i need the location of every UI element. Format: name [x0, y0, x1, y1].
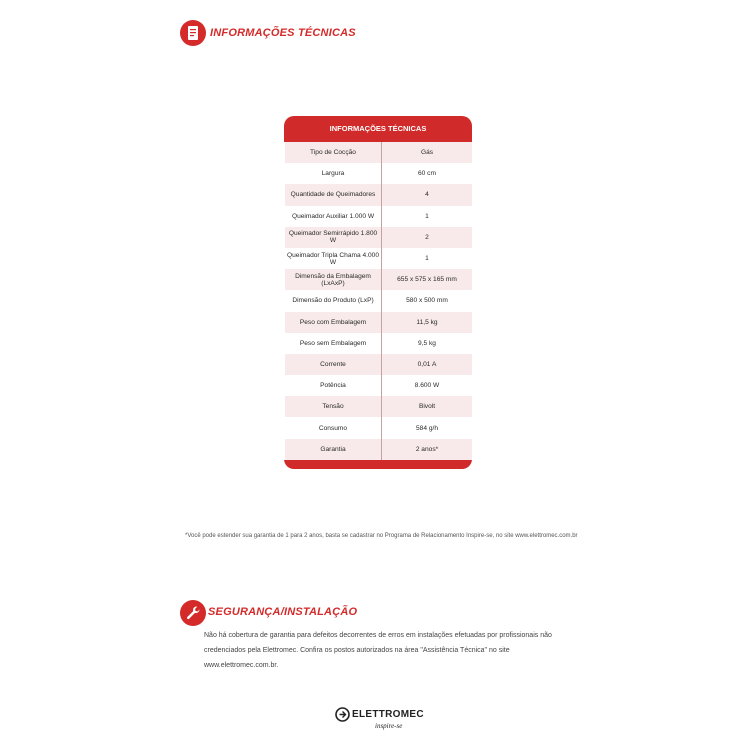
spec-label: Queimador Semirrápido 1.800 W	[285, 227, 382, 248]
table-row	[285, 163, 472, 184]
wrench-icon	[180, 600, 206, 626]
spec-label: Tipo de Cocção	[285, 142, 382, 163]
table-row	[285, 396, 472, 417]
spec-label: Peso com Embalagem	[285, 312, 382, 333]
spec-value: 11,5 kg	[416, 318, 438, 326]
table-row	[285, 269, 472, 290]
spec-value: 60 cm	[418, 170, 436, 178]
spec-value: 1	[425, 255, 429, 263]
safety-installation-text: Não há cobertura de garantia para defeitos decorrentes de erros em instalações efetuadas por profissionais não credenciados pela Elettromec. Confira os postos autorizados na área "Assistência Técnica" no site www.elettromec.com.br.	[204, 632, 552, 669]
spec-label: Garantia	[285, 439, 382, 460]
spec-label: Dimensão do Produto (LxP)	[285, 290, 382, 311]
table-footer	[284, 460, 472, 469]
table-row	[285, 417, 472, 438]
spec-label: Potência	[285, 375, 382, 396]
document-icon	[180, 20, 206, 46]
table-row	[285, 142, 472, 163]
spec-value: Gás	[420, 149, 434, 157]
spec-label: Corrente	[285, 354, 382, 375]
table-row	[285, 248, 472, 269]
brand-tagline: inspire-se	[375, 722, 403, 730]
spec-label: Quantidade de Queimadores	[285, 184, 382, 205]
spec-value: 4	[425, 191, 429, 199]
table-row	[285, 333, 472, 354]
table-row	[285, 290, 472, 311]
section-title-tech-info: INFORMAÇÕES TÉCNICAS	[210, 27, 356, 39]
brand-logo	[335, 705, 425, 735]
spec-label: Tensão	[285, 396, 382, 417]
table-row	[285, 206, 472, 227]
table-row	[285, 439, 472, 460]
table-row	[285, 184, 472, 205]
spec-value: 584 g/h	[416, 424, 438, 432]
spec-label: Dimensão da Embalagem (LxAxP)	[285, 269, 382, 290]
spec-label: Consumo	[285, 417, 382, 438]
spec-value: 9,5 kg	[418, 339, 436, 347]
spec-label: Peso sem Embalagem	[285, 333, 382, 354]
elettromec-logo-icon	[335, 707, 350, 722]
section-title-safety: SEGURANÇA/INSTALAÇÃO	[208, 606, 358, 618]
table-row	[285, 375, 472, 396]
table-row	[285, 354, 472, 375]
table-row	[285, 312, 472, 333]
spec-value: 2 anos*	[415, 445, 439, 453]
spec-value: 0,01 A	[417, 360, 437, 368]
spec-value: 1	[425, 212, 429, 220]
specifications-table	[284, 116, 472, 469]
spec-value: Bivolt	[418, 403, 436, 411]
brand-name: ELETTROMEC	[352, 709, 424, 720]
spec-value: 655 x 575 x 165 mm	[397, 276, 457, 284]
spec-label: Queimador Tripla Chama 4.000 W	[285, 248, 382, 269]
spec-label: Largura	[285, 163, 382, 184]
warranty-footnote: *Você pode estender sua garantia de 1 para 2 anos, basta se cadastrar no Programa de Relacionamento Inspire-se, no site www.elettromec.com.br	[185, 533, 578, 539]
table-row	[285, 227, 472, 248]
table-header: INFORMAÇÕES TÉCNICAS	[284, 116, 472, 142]
spec-value: 8.600 W	[414, 382, 440, 390]
spec-value: 2	[425, 233, 429, 241]
spec-label: Queimador Auxiliar 1.000 W	[285, 206, 382, 227]
spec-value: 580 x 500 mm	[406, 297, 448, 305]
table-body	[284, 142, 472, 460]
